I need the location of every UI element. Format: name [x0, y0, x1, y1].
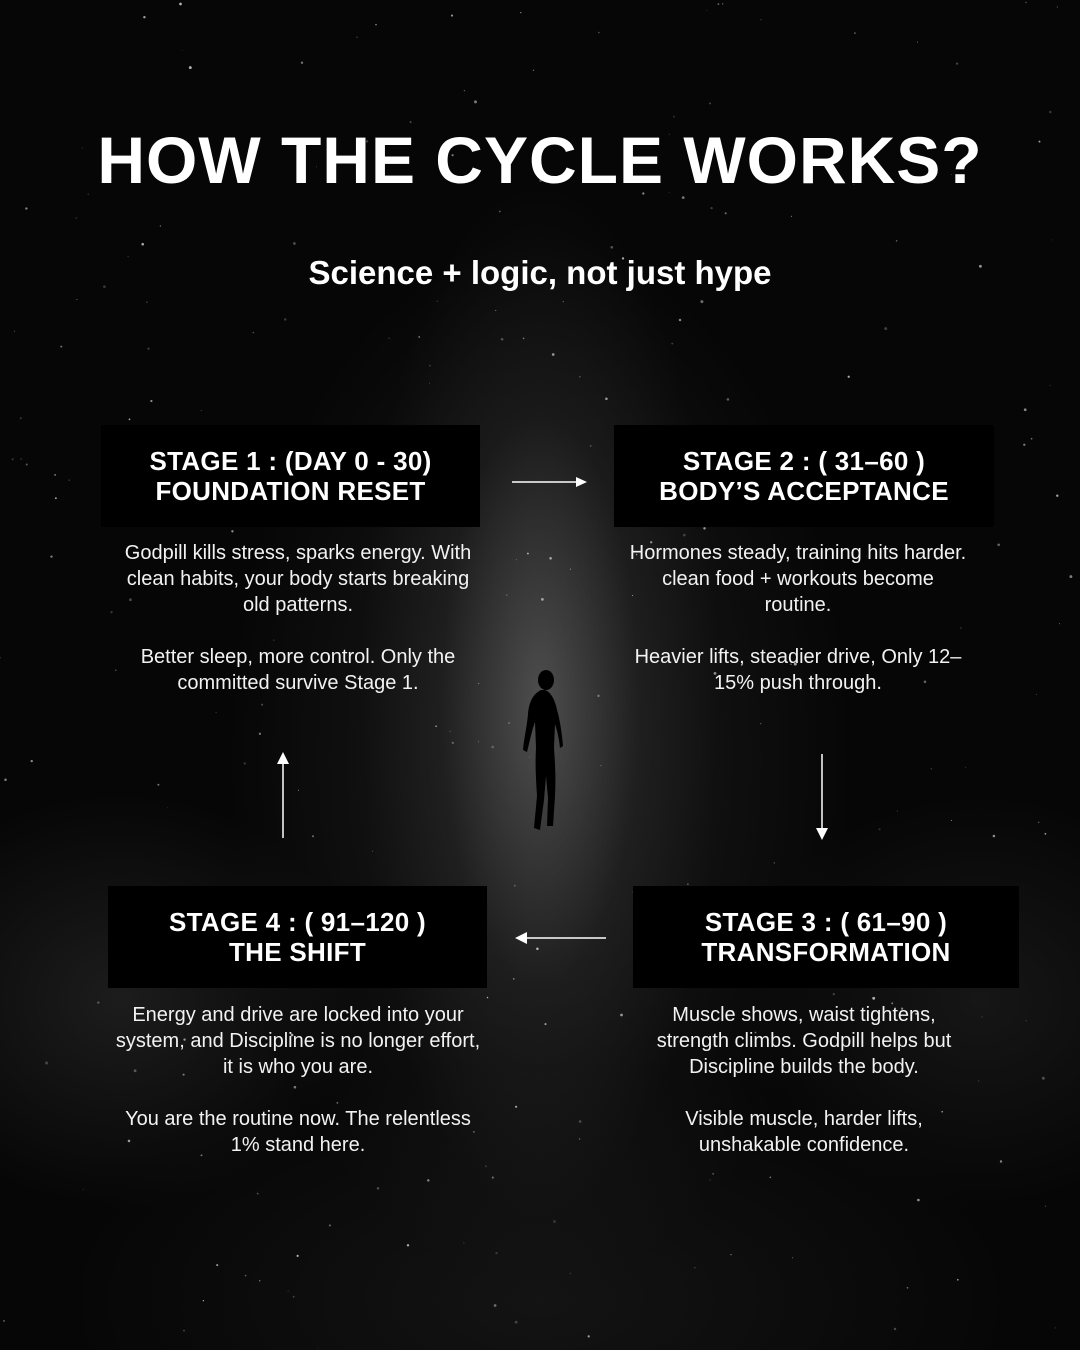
star-dot	[533, 70, 534, 71]
arrow-down-icon	[814, 752, 830, 842]
floating-person-silhouette	[515, 668, 565, 838]
stage-1-heading-box	[101, 425, 480, 527]
star-dot	[216, 1264, 218, 1266]
star-dot	[377, 1187, 379, 1189]
star-dot	[722, 3, 723, 4]
star-dot	[499, 210, 501, 212]
star-dot	[620, 1014, 623, 1017]
star-dot	[579, 376, 581, 378]
star-dot	[527, 553, 529, 555]
star-dot	[54, 474, 56, 476]
stage-3-para2: Visible muscle, harder lifts, unshakable confidence.	[685, 1108, 923, 1156]
star-dot	[31, 760, 33, 762]
star-dot	[706, 10, 707, 11]
star-dot	[464, 90, 465, 91]
star-dot	[45, 1062, 48, 1065]
star-dot	[981, 1016, 982, 1017]
star-dot	[143, 16, 145, 18]
star-dot	[435, 725, 437, 727]
star-dot	[76, 299, 77, 300]
star-dot	[1055, 1327, 1056, 1328]
star-dot	[244, 762, 246, 764]
star-dot	[506, 594, 508, 596]
stage-4-description	[114, 1002, 482, 1158]
star-dot	[579, 1138, 580, 1139]
star-dot	[495, 310, 496, 311]
stage-2-para2: Heavier lifts, steadier drive, Only 12–15% push through.	[634, 646, 962, 694]
star-dot	[956, 62, 958, 64]
star-dot	[257, 1193, 259, 1195]
star-dot	[451, 15, 453, 17]
star-dot	[429, 365, 431, 367]
star-dot	[515, 1321, 518, 1324]
star-dot	[597, 695, 599, 697]
star-dot	[494, 1304, 497, 1307]
page-subtitle: Science + logic, not just hype	[308, 254, 772, 291]
stage-2-description	[626, 540, 970, 696]
star-dot	[1069, 575, 1072, 578]
star-dot	[1038, 822, 1040, 824]
stage-1-para2: Better sleep, more control. Only the committed survive Stage 1.	[140, 646, 456, 694]
star-dot	[288, 1291, 289, 1292]
star-dot	[429, 383, 430, 384]
star-dot	[997, 543, 1000, 546]
star-dot	[487, 997, 489, 999]
stage-2-para1: Hormones steady, training hits harder. clean food + workouts become routine.	[629, 542, 967, 616]
star-dot	[501, 338, 504, 341]
star-dot	[931, 768, 932, 769]
star-dot	[1057, 6, 1058, 7]
star-dot	[717, 3, 719, 5]
star-dot	[700, 300, 703, 303]
star-dot	[520, 12, 521, 13]
star-dot	[50, 555, 52, 557]
stage-3-heading-line1: STAGE 3 : ( 61–90 )	[704, 907, 948, 937]
star-dot	[1024, 408, 1027, 411]
stage-3-heading-box	[633, 886, 1019, 988]
stage-1-para1: Godpill kills stress, sparks energy. With clean habits, your body starts breaking old patterns.	[124, 542, 472, 616]
star-dot	[318, 1348, 319, 1349]
star-dot	[760, 19, 761, 20]
star-dot	[129, 419, 131, 421]
star-dot	[553, 1220, 556, 1223]
stage-3-description	[636, 1002, 972, 1158]
star-dot	[69, 479, 70, 480]
arrow-left-icon	[513, 930, 608, 946]
star-dot	[896, 240, 898, 242]
star-dot	[610, 246, 613, 249]
star-dot	[450, 731, 451, 732]
star-dot	[1056, 495, 1058, 497]
star-dot	[570, 569, 571, 570]
arrow-right-icon	[510, 474, 590, 490]
star-dot	[993, 835, 996, 838]
stage-2-heading-box	[614, 425, 994, 527]
star-dot	[879, 828, 881, 830]
star-dot	[463, 1242, 464, 1243]
star-dot	[1031, 438, 1033, 440]
star-dot	[183, 1330, 185, 1332]
star-dot	[253, 332, 255, 334]
star-dot	[11, 458, 13, 460]
star-dot	[516, 559, 517, 560]
star-dot	[297, 1255, 299, 1257]
stage-1-description	[112, 540, 484, 696]
stage-4-para1: Energy and drive are locked into your system, and Discipline is no longer effort, it is who you are.	[115, 1004, 481, 1078]
star-dot	[312, 835, 314, 837]
star-dot	[452, 742, 454, 744]
star-dot	[245, 1275, 247, 1277]
star-dot	[774, 862, 775, 863]
star-dot	[1052, 239, 1053, 240]
star-dot	[436, 300, 438, 302]
star-dot	[917, 42, 918, 43]
star-dot	[492, 1177, 494, 1179]
stage-4-heading-line2: THE SHIFT	[228, 937, 367, 967]
star-dot	[709, 102, 711, 104]
star-dot	[894, 1328, 896, 1330]
star-dot	[167, 807, 168, 808]
star-dot	[536, 948, 539, 951]
star-dot	[770, 1177, 772, 1179]
star-dot	[725, 212, 727, 214]
star-dot	[293, 242, 296, 245]
star-dot	[897, 811, 898, 812]
arrow-up-icon	[275, 750, 291, 840]
star-dot	[694, 1267, 695, 1268]
star-dot	[375, 24, 376, 25]
star-dot	[4, 778, 7, 781]
star-dot	[513, 978, 514, 979]
star-dot	[965, 767, 966, 768]
star-dot	[474, 100, 477, 103]
star-dot	[588, 1335, 590, 1337]
star-dot	[495, 1252, 497, 1254]
stage-3-para1: Muscle shows, waist tightens, strength climbs. Godpill helps but Discipline builds the body.	[656, 1004, 952, 1078]
star-dot	[427, 1179, 429, 1181]
star-dot	[957, 1279, 959, 1281]
star-dot	[201, 410, 202, 411]
star-dot	[833, 993, 835, 995]
star-dot	[60, 346, 62, 348]
star-dot	[1042, 1077, 1045, 1080]
star-dot	[160, 225, 161, 226]
star-dot	[679, 319, 682, 322]
star-dot	[1036, 694, 1037, 695]
star-dot	[20, 417, 22, 419]
star-dot	[76, 218, 77, 219]
star-dot	[544, 1023, 546, 1025]
star-dot	[83, 1189, 84, 1190]
star-dot	[26, 463, 28, 465]
star-dot	[189, 66, 192, 69]
stage-2-heading-line1: STAGE 2 : ( 31–60 )	[682, 446, 926, 476]
star-dot	[298, 790, 299, 791]
star-dot	[673, 116, 675, 118]
star-dot	[508, 722, 510, 724]
star-dot	[709, 1179, 710, 1180]
stage-4-para2: You are the routine now. The relentless 1% stand here.	[125, 1108, 471, 1156]
star-dot	[1049, 111, 1052, 114]
star-dot	[55, 497, 57, 499]
star-dot	[687, 883, 688, 884]
stage-4-heading-line1: STAGE 4 : ( 91–120 )	[169, 907, 426, 937]
star-dot	[491, 746, 494, 749]
star-dot	[552, 353, 555, 356]
star-dot	[150, 400, 152, 402]
star-dot	[549, 557, 552, 560]
star-dot	[418, 336, 419, 337]
stage-2-heading-line2: BODY’S ACCEPTANCE	[659, 476, 949, 506]
star-dot	[478, 741, 479, 742]
star-dot	[261, 704, 263, 706]
star-dot	[884, 327, 887, 330]
star-dot	[3, 1320, 5, 1322]
star-dot	[372, 851, 373, 852]
stage-3-heading-line2: TRANSFORMATION	[701, 937, 951, 967]
star-dot	[907, 1287, 909, 1289]
star-dot	[146, 301, 148, 303]
star-dot	[978, 1081, 979, 1082]
star-dot	[600, 765, 601, 766]
star-dot	[1026, 1020, 1027, 1021]
star-dot	[147, 348, 149, 350]
stage-1-heading-line2: FOUNDATION RESET	[155, 476, 426, 506]
star-dot	[231, 530, 233, 532]
star-dot	[301, 62, 303, 64]
star-dot	[293, 1296, 295, 1298]
star-dot	[848, 376, 850, 378]
star-dot	[157, 784, 159, 786]
star-dot	[951, 820, 952, 821]
star-dot	[14, 331, 15, 332]
star-dot	[854, 32, 856, 34]
star-dot	[357, 37, 358, 38]
star-dot	[1023, 444, 1025, 446]
star-dot	[712, 1173, 713, 1174]
star-dot	[514, 885, 516, 887]
star-dot	[563, 301, 564, 302]
star-dot	[0, 657, 1, 659]
star-dot	[141, 243, 144, 246]
star-dot	[730, 1254, 731, 1255]
star-dot	[605, 398, 608, 401]
star-dot	[703, 527, 705, 529]
star-dot	[329, 1224, 331, 1226]
star-dot	[791, 216, 792, 217]
star-dot	[179, 3, 182, 6]
star-dot	[25, 207, 27, 209]
star-dot	[1000, 1160, 1002, 1162]
star-dot	[388, 338, 389, 339]
star-dot	[1025, 2, 1027, 4]
star-dot	[407, 1244, 409, 1246]
star-dot	[683, 534, 686, 537]
star-dot	[598, 32, 600, 34]
star-dot	[1045, 1206, 1046, 1207]
star-dot	[523, 338, 525, 340]
star-dot	[590, 445, 591, 446]
star-dot	[710, 207, 712, 209]
star-dot	[579, 1120, 582, 1123]
star-dot	[1050, 385, 1051, 386]
star-dot	[284, 318, 286, 320]
star-dot	[21, 458, 22, 459]
star-dot	[671, 343, 673, 345]
star-dot	[541, 598, 544, 601]
star-dot	[570, 1273, 571, 1274]
star-dot	[259, 733, 261, 735]
star-dot	[792, 1257, 793, 1258]
page-title: HOW THE CYCLE WORKS?	[97, 123, 983, 197]
stage-1-heading-line1: STAGE 1 : (DAY 0 - 30)	[149, 446, 432, 476]
star-dot	[727, 398, 730, 401]
star-dot	[259, 1280, 260, 1281]
star-dot	[515, 1106, 517, 1108]
star-dot	[917, 1199, 920, 1202]
stage-4-heading-box	[108, 886, 487, 988]
star-dot	[182, 50, 183, 51]
star-dot	[760, 723, 761, 724]
star-dot	[1044, 833, 1046, 835]
star-dot	[215, 712, 217, 714]
star-dot	[485, 1165, 487, 1167]
star-dot	[1059, 623, 1060, 624]
star-dot	[872, 997, 875, 1000]
star-dot	[97, 1001, 99, 1003]
star-dot	[203, 1300, 204, 1301]
